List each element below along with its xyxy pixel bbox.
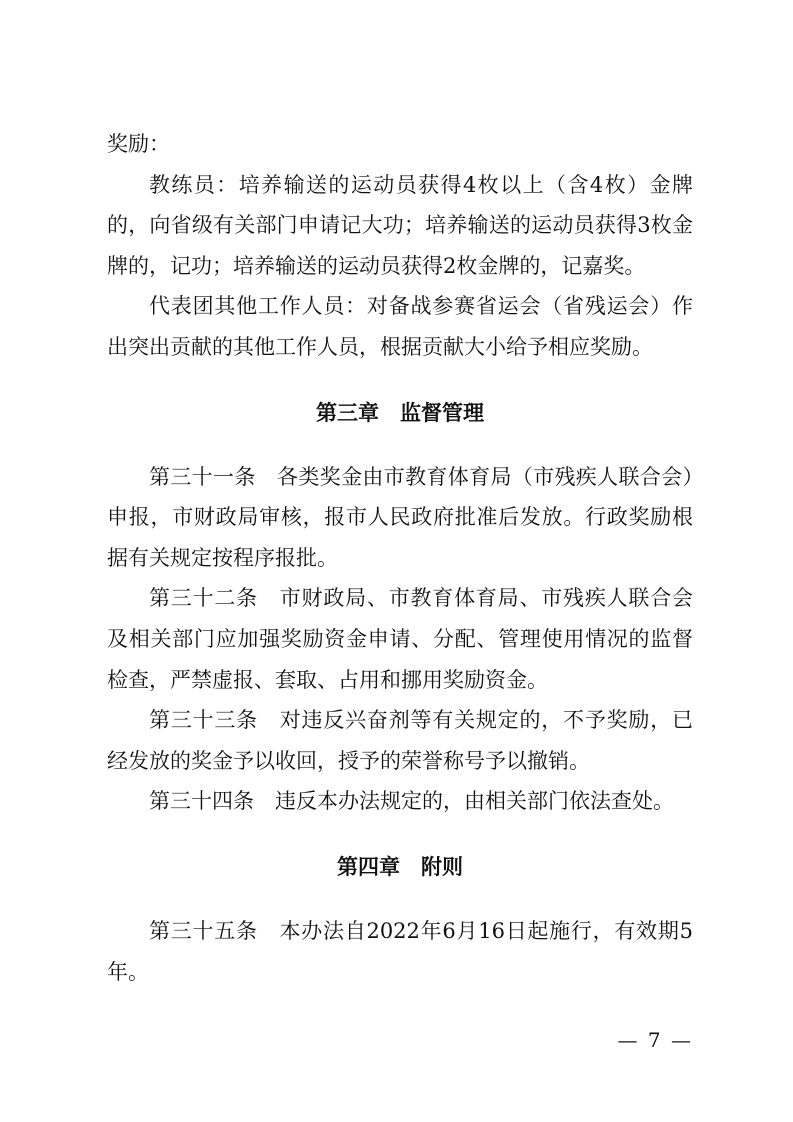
article-35	[107, 911, 693, 992]
article-32-text: 市财政局、市教育体育局、市残疾人联合会及相关部门应加强奖励资金申请、分配、管理使用情况的监督检查，严禁虚报、套取、占用和挪用奖励资金。	[107, 586, 694, 692]
page-number: — 7 —	[617, 1028, 693, 1052]
chapter-four-number: 第四章	[337, 854, 400, 879]
chapter-four-name: 附则	[421, 854, 463, 879]
article-35-label: 第三十五条	[149, 918, 258, 943]
article-31-label: 第三十一条	[149, 464, 256, 489]
chapter-three-number: 第三章	[316, 400, 379, 425]
article-33	[107, 700, 693, 781]
chapter-four-heading	[107, 847, 693, 887]
article-32-label: 第三十二条	[149, 586, 258, 611]
article-35-text: 本办法自2022年6月16日起施行，有效期5年。	[107, 918, 694, 984]
article-33-text: 对违反兴奋剂等有关规定的，不予奖励，已经发放的奖金予以收回，授予的荣誉称号予以撤销。	[107, 708, 694, 773]
article-31	[107, 457, 693, 579]
chapter-three-heading	[107, 393, 693, 433]
staff-reward-paragraph: 代表团其他工作人员：对备战参赛省运会（省残运会）作出突出贡献的其他工作人员，根据贡献大小给予相应奖励。	[107, 294, 693, 359]
article-31-text: 各类奖金由市教育体育局（市残疾人联合会）申报，市财政局审核，报市人民政府批准后发放。行政奖励根据有关规定按程序报批。	[107, 464, 694, 570]
coach-reward-paragraph: 教练员：培养输送的运动员获得4枚以上（含4枚）金牌的，向省级有关部门申请记大功；培养输送的运动员获得3枚金牌的，记功；培养输送的运动员获得2枚金牌的，记嘉奖。	[107, 172, 693, 278]
article-32	[107, 578, 693, 700]
reward-tail-paragraph: 奖励：	[107, 132, 170, 156]
article-33-label: 第三十三条	[149, 708, 258, 733]
article-34	[107, 781, 693, 822]
article-34-label: 第三十四条	[149, 789, 254, 814]
chapter-three-name: 监督管理	[400, 400, 484, 425]
article-34-text: 违反本办法规定的，由相关部门依法查处。	[275, 789, 674, 814]
document-body	[107, 124, 693, 992]
